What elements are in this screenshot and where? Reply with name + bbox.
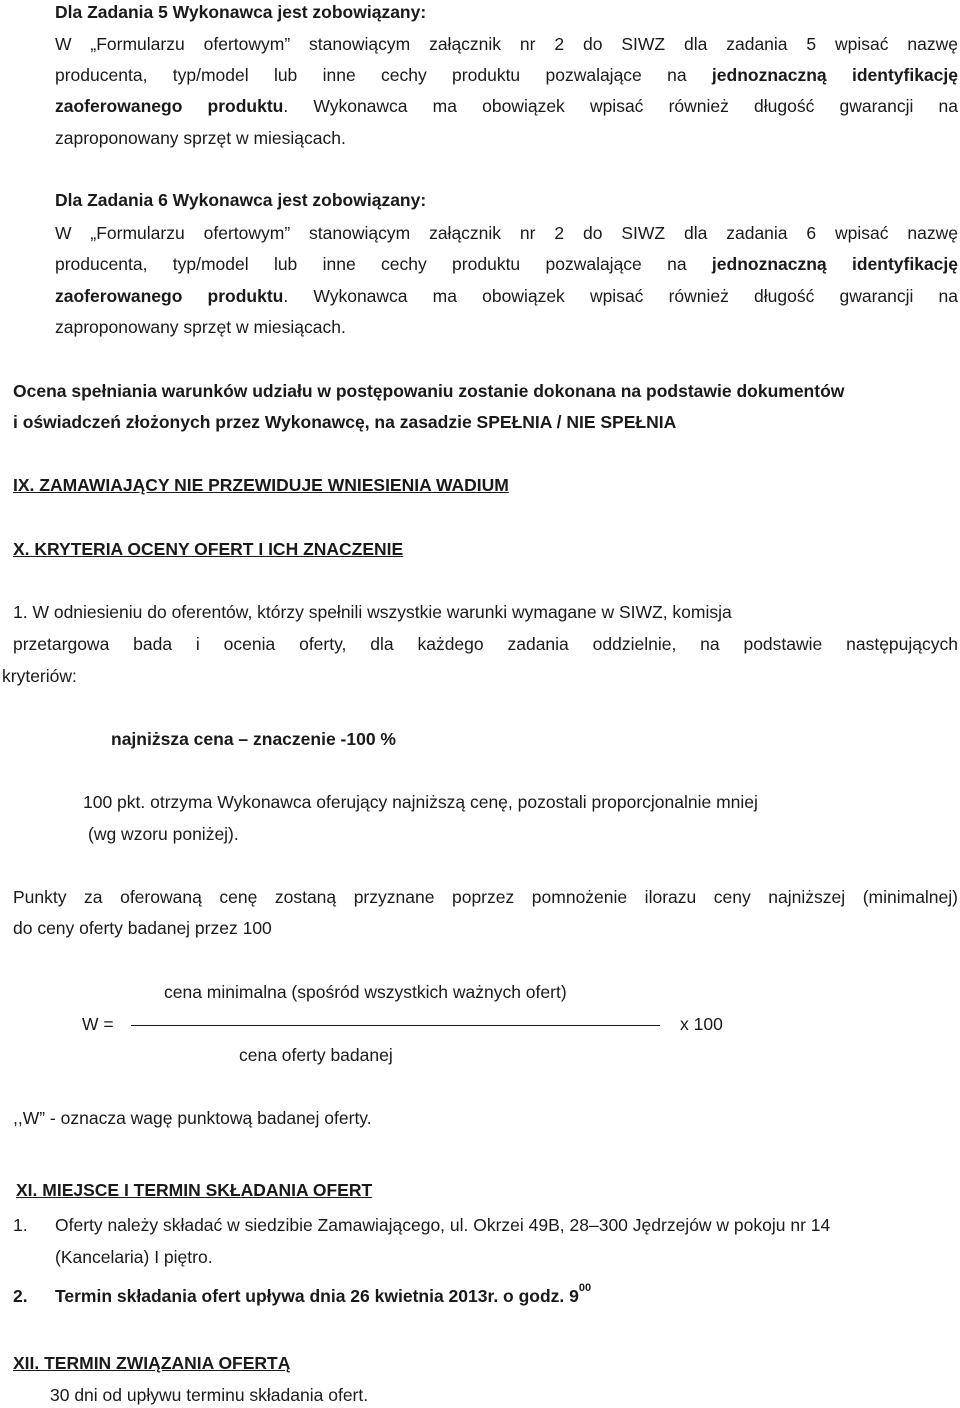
rule-line1: Punkty za oferowaną cenę zostaną przyznane poprzez pomnożenie ilorazu ceny najniższej (minimalnej) [13,887,958,907]
section12-title: XII. TERMIN ZWIĄZANIA OFERTĄ [13,1353,291,1373]
section11-item1-line1: Oferty należy składać w siedzibie Zamawiającego, ul. Okrzei 49B, 28–300 Jędrzejów w pokoju nr 14 [55,1215,831,1235]
section11-item1-line2: (Kancelaria) I piętro. [55,1247,213,1267]
task5-line2 [55,65,958,86]
task6-line3-bold: zaoferowanego produktu [55,286,284,306]
w-note: ,,W” - oznacza wagę punktową badanej oferty. [13,1108,372,1128]
task6-heading: Dla Zadania 6 Wykonawca jest zobowiązany: [55,190,427,210]
task6-line2 [55,254,958,275]
task5-line3-text: . Wykonawca ma obowiązek wpisać również długość gwarancji na [283,96,958,116]
task6-line2-text: producenta, typ/model lub inne cechy produktu pozwalające na [55,254,687,274]
task5-line2-text: producenta, typ/model lub inne cechy produktu pozwalające na [55,65,687,85]
task6-line3 [55,286,958,307]
points-line1: 100 pkt. otrzyma Wykonawca oferujący najniższą cenę, pozostali proporcjonalnie mniej [83,792,758,812]
criterion-price: najniższa cena – znaczenie -100 % [111,729,396,749]
task5-heading: Dla Zadania 5 Wykonawca jest zobowiązany: [55,2,427,22]
section10-p1-line1: 1. W odniesieniu do oferentów, którzy spełnili wszystkie warunki wymagane w SIWZ, komisja [13,602,732,622]
task6-line4: zaproponowany sprzęt w miesiącach. [55,317,346,337]
section11-title: XI. MIEJSCE I TERMIN SKŁADANIA OFERT [16,1180,373,1200]
section11-item2-text: Termin składania ofert upływa dnia 26 kwietnia 2013r. o godz. 9 [55,1286,579,1306]
section11-item2-num: 2. [13,1286,28,1306]
section11-item2-sup: 00 [578,1282,592,1294]
section11-item2 [55,1282,592,1307]
formula-numerator: cena minimalna (spośród wszystkich ważnych ofert) [164,982,567,1002]
section10-p1-line3: kryteriów: [2,666,77,686]
task5-line3-bold: zaoferowanego produktu [55,96,284,116]
task6-line3-text: . Wykonawca ma obowiązek wpisać również długość gwarancji na [283,286,958,306]
section12-text: 30 dni od upływu terminu składania ofert. [50,1385,369,1405]
task6-line2-bold: jednoznaczną identyfikację [711,254,958,274]
section10-title: X. KRYTERIA OCENY OFERT I ICH ZNACZENIE [13,539,404,559]
task5-line3 [55,96,958,117]
task5-line2-bold: jednoznaczną identyfikację [711,65,958,85]
points-line2: (wg wzoru poniżej). [88,824,239,844]
formula-fraction-line [131,1025,660,1026]
section9-title: IX. ZAMAWIAJĄCY NIE PRZEWIDUJE WNIESIENIA WADIUM [13,475,509,495]
formula-multiplier: x 100 [680,1014,723,1034]
task5-line1: W „Formularzu ofertowym” stanowiącym załącznik nr 2 do SIWZ dla zadania 5 wpisać nazwę [55,34,958,54]
assessment-line2: i oświadczeń złożonych przez Wykonawcę, na zasadzie SPEŁNIA / NIE SPEŁNIA [13,412,677,432]
section11-item1-num: 1. [13,1215,28,1235]
task5-line4: zaproponowany sprzęt w miesiącach. [55,128,346,148]
formula-lhs: W = [82,1014,114,1034]
rule-line2: do ceny oferty badanej przez 100 [13,918,272,938]
task6-line1: W „Formularzu ofertowym” stanowiącym załącznik nr 2 do SIWZ dla zadania 6 wpisać nazwę [55,223,958,243]
section10-p1-line2: przetargowa bada i ocenia oferty, dla każdego zadania oddzielnie, na podstawie następujących [13,634,958,654]
assessment-line1: Ocena spełniania warunków udziału w postępowaniu zostanie dokonana na podstawie dokumentów [13,381,845,401]
formula-denominator: cena oferty badanej [239,1045,393,1065]
